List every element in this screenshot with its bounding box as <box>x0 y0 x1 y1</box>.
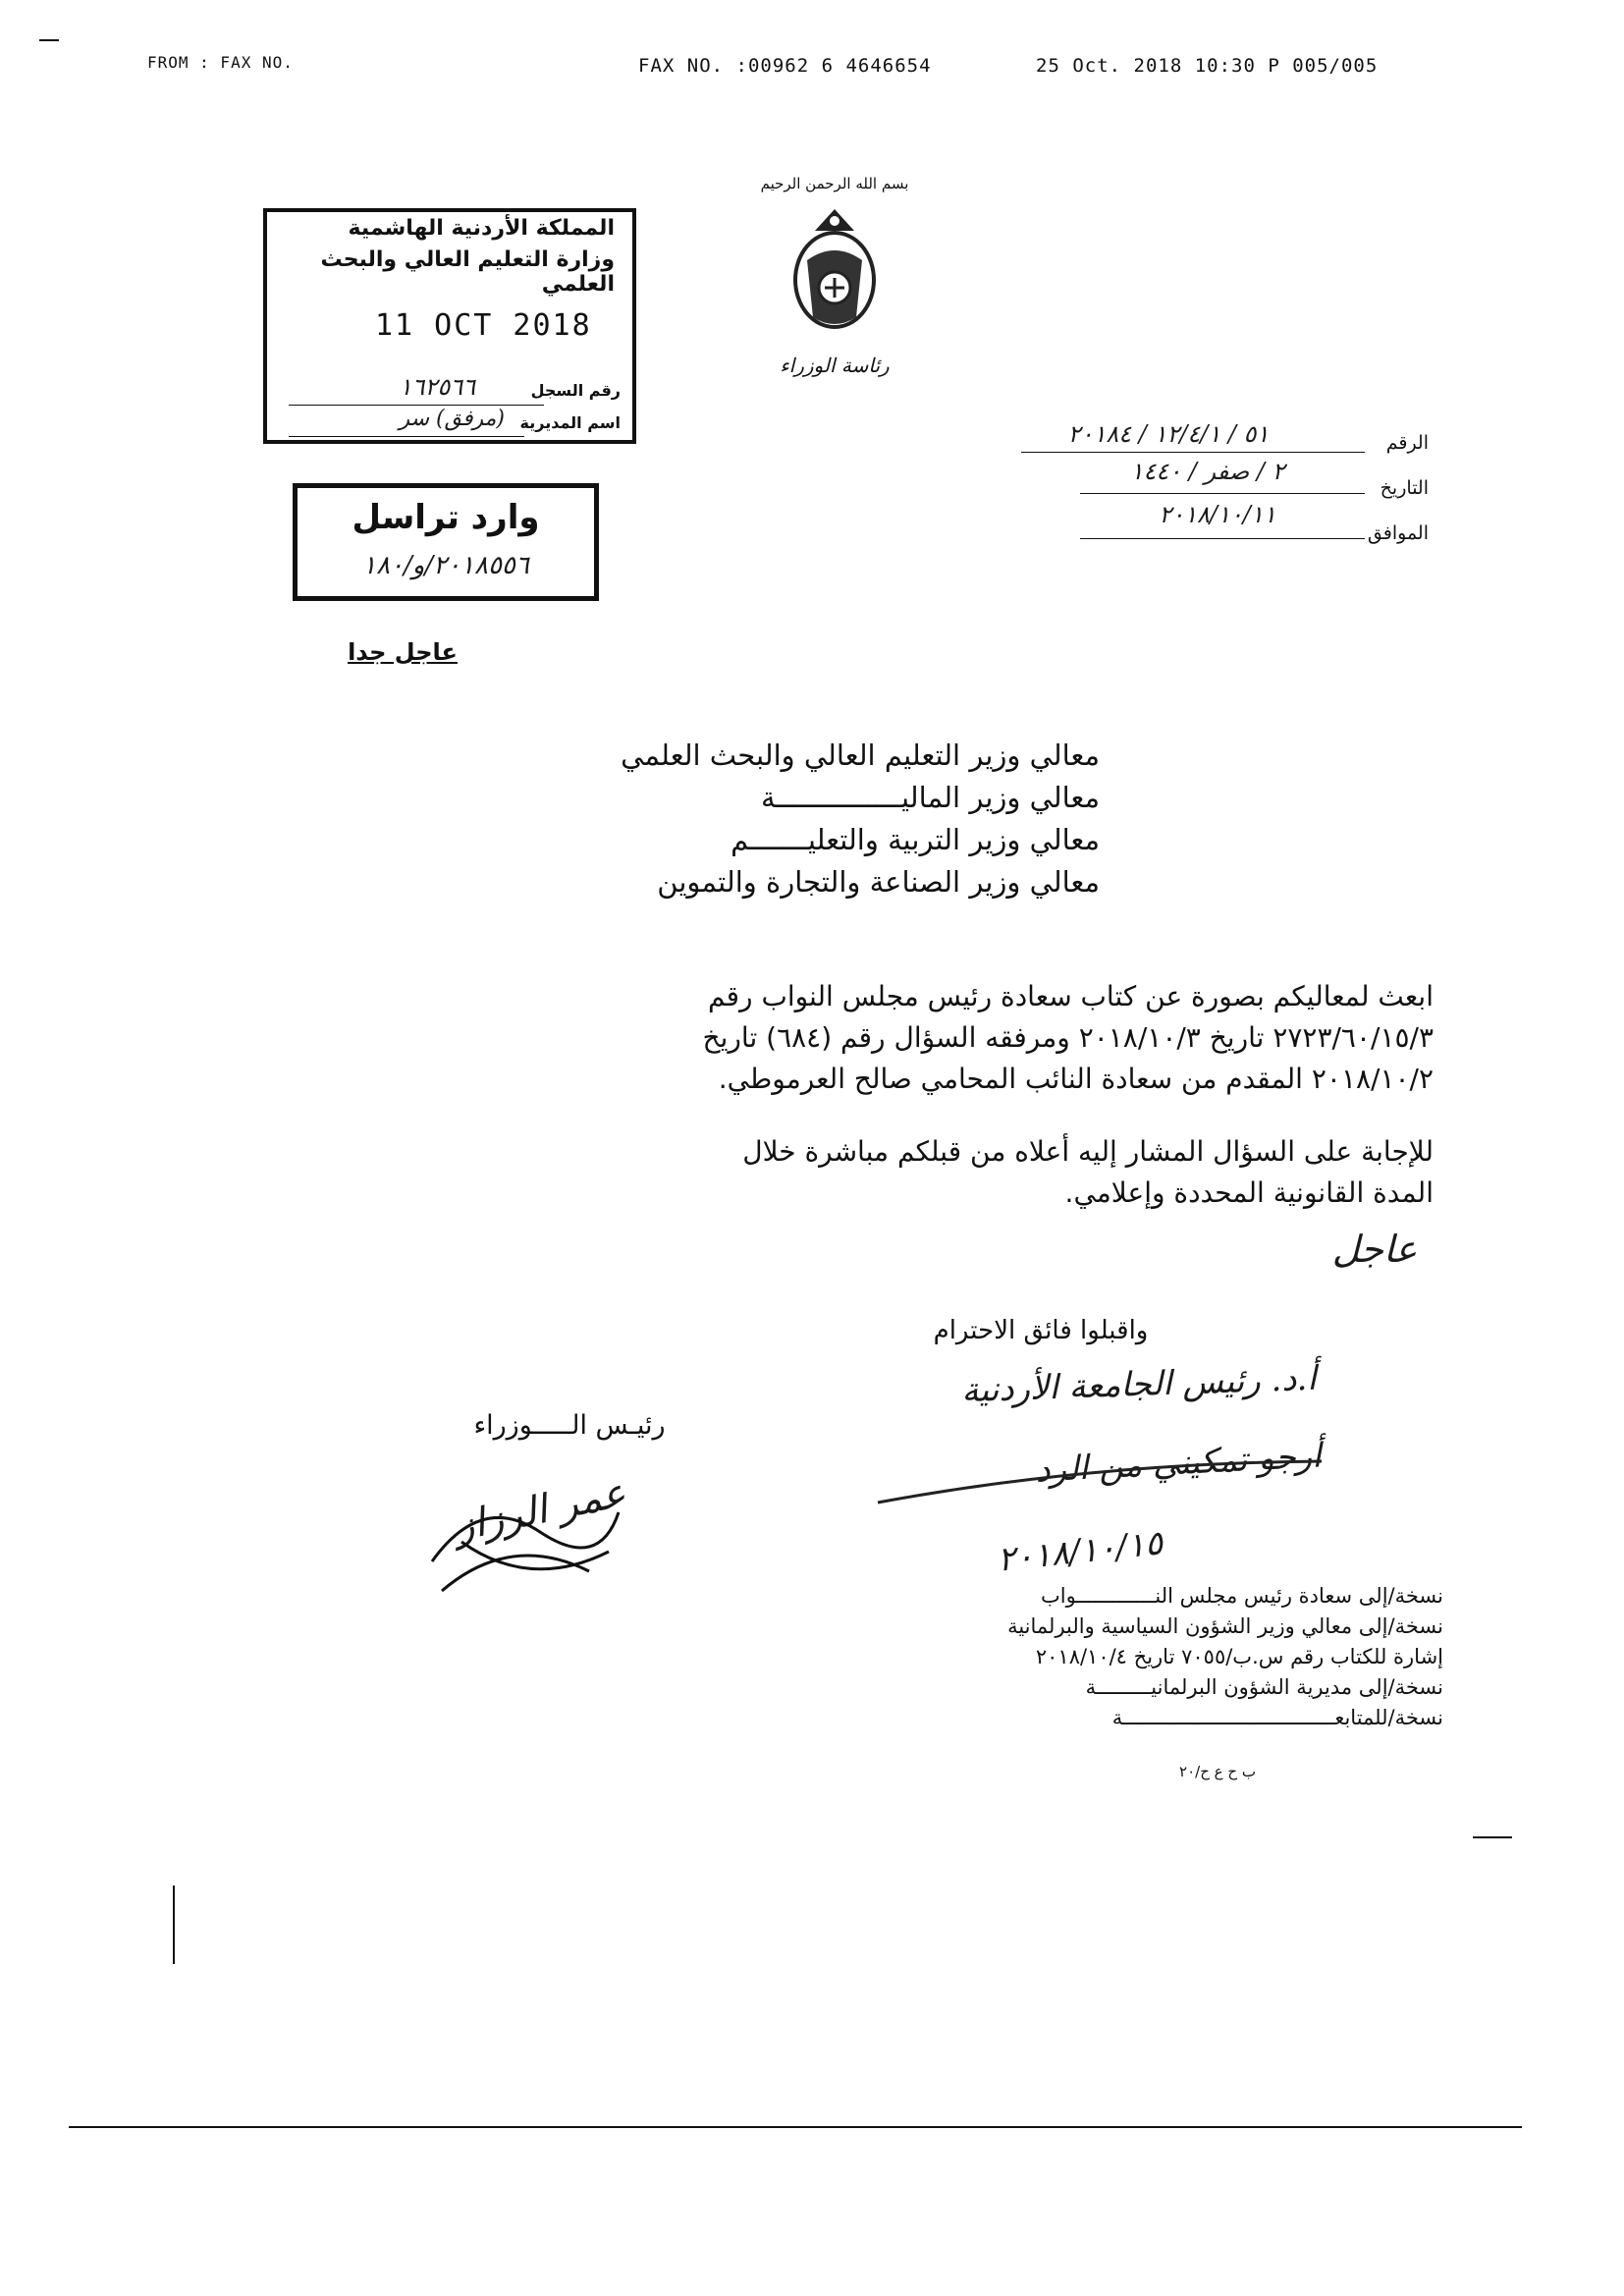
copy-item: إشارة للكتاب رقم س.ب/٧٠٥٥ تاريخ ٢٠١٨/١٠/٤ <box>1035 1645 1443 1668</box>
stamp-dept-value: (مرفق) سر <box>399 407 505 431</box>
copies-list <box>815 1581 1443 1733</box>
signatory-title: رئيـس الـــــوزراء <box>473 1410 666 1441</box>
reference-date-value: ٢ / صفر / ١٤٤٠ <box>1130 458 1285 485</box>
emblem-bottom-label: رئاسة الوزراء <box>780 354 890 377</box>
stamp-ministry-name: وزارة التعليم العالي والبحث العلمي <box>320 247 615 297</box>
handwritten-strike-line <box>874 1453 1326 1512</box>
recipient-item: معالي وزير الصناعة والتجارة والتموين <box>657 865 1100 899</box>
reference-number-label: الرقم <box>1385 432 1429 454</box>
copy-item: نسخة/للمتابعـــــــــــــــــــــــــــــــــــة <box>1111 1706 1443 1729</box>
stamp-reg-label: رقم السجل <box>530 381 621 400</box>
stamp-dept-dotted-line <box>289 436 524 437</box>
signature: عمر الرزاز <box>450 1470 630 1551</box>
stamp-reg-value: ١٦٢٥٦٦ <box>399 373 475 401</box>
body-line: ٢٠١٨/١٠/٢ المقدم من سعادة النائب المحامي صالح العرموطي. <box>718 1063 1434 1095</box>
reference-corresponding-value: ٢٠١٨/١٠/١١ <box>1159 501 1276 528</box>
reference-date-line <box>1080 493 1365 494</box>
reference-number-line <box>1021 452 1365 453</box>
recipient-item: معالي وزير التربية والتعليـــــــم <box>731 823 1100 856</box>
stamp-kingdom-name: المملكة الأردنية الهاشمية <box>348 216 615 241</box>
typist-initials: ب ح ع ح/٢٠ <box>1179 1763 1256 1780</box>
recipient-list <box>550 735 1100 903</box>
copy-item: نسخة/إلى مديرية الشؤون البرلمانيـــــــــة <box>1085 1675 1443 1699</box>
recipient-item: معالي وزير التعليم العالي والبحث العلمي <box>621 738 1100 772</box>
body-line: للإجابة على السؤال المشار إليه أعلاه من قبلكم مباشرة خلال <box>742 1135 1434 1168</box>
body-paragraph-1 <box>353 976 1434 1100</box>
body-line: ٢٧٢٣/٦٠/١٥/٣ تاريخ ٢٠١٨/١٠/٣ ومرفقه السؤال رقم (٦٨٤) تاريخ <box>702 1021 1434 1054</box>
signature-scribble <box>422 1473 638 1620</box>
correspondence-stamp <box>293 483 599 601</box>
recipient-item: معالي وزير الماليـــــــــــــــة <box>761 781 1100 814</box>
copy-item: نسخة/إلى معالي وزير الشؤون السياسية والبرلمانية <box>1007 1614 1443 1638</box>
fax-number: FAX NO. :00962 6 4646654 <box>638 55 932 77</box>
stamp-dept-label: اسم المديرية <box>519 413 621 432</box>
reference-corresponding-line <box>1080 538 1365 539</box>
scan-edge-line-bottom <box>69 2126 1522 2128</box>
reference-date-label: التاريخ <box>1380 477 1429 499</box>
emblem-top-label: بسم الله الرحمن الرحيم <box>760 175 909 192</box>
body-paragraph-2 <box>353 1131 1434 1214</box>
handwritten-note-1: أ.د. رئيس الجامعة الأردنية <box>960 1358 1318 1411</box>
scan-edge-line-top <box>39 39 59 41</box>
jordan-crest-icon <box>785 201 884 339</box>
handwritten-note-2: أرجو تمكيني من الرد <box>1034 1436 1323 1491</box>
urgent-label: عاجل جدا <box>348 638 458 666</box>
ministry-receipt-stamp <box>263 208 636 444</box>
reference-number-value: ٥١ / ١٢/٤/١ / ٢٠١٨٤ <box>1067 420 1270 448</box>
scan-edge-line-right <box>1473 1836 1512 1838</box>
correspondence-stamp-number: ٢٠١٨٥٥٦/و/١٨٠ <box>362 551 529 580</box>
copy-item: نسخة/إلى سعادة رئيس مجلس النـــــــــــــواب <box>1040 1584 1443 1608</box>
scan-edge-line-left <box>173 1886 175 1964</box>
body-line: المدة القانونية المحددة وإعلامي. <box>1064 1176 1434 1209</box>
reference-corresponding-label: الموافق <box>1367 522 1429 544</box>
fax-date-page: 25 Oct. 2018 10:30 P 005/005 <box>1036 55 1379 77</box>
correspondence-stamp-title: وارد تراسل <box>352 498 540 537</box>
handwritten-date: ٢٠١٨/١٠/١٥ <box>995 1523 1165 1580</box>
fax-header-left: FROM : FAX NO. <box>147 53 294 72</box>
closing-line: واقبلوا فائق الاحترام <box>933 1316 1149 1345</box>
body-line: ابعث لمعاليكم بصورة عن كتاب سعادة رئيس مجلس النواب رقم <box>708 980 1434 1012</box>
handwritten-urgent: عاجل <box>1331 1228 1418 1271</box>
stamp-reg-dotted-line <box>289 405 544 406</box>
stamp-date: 11 OCT 2018 <box>375 308 592 343</box>
